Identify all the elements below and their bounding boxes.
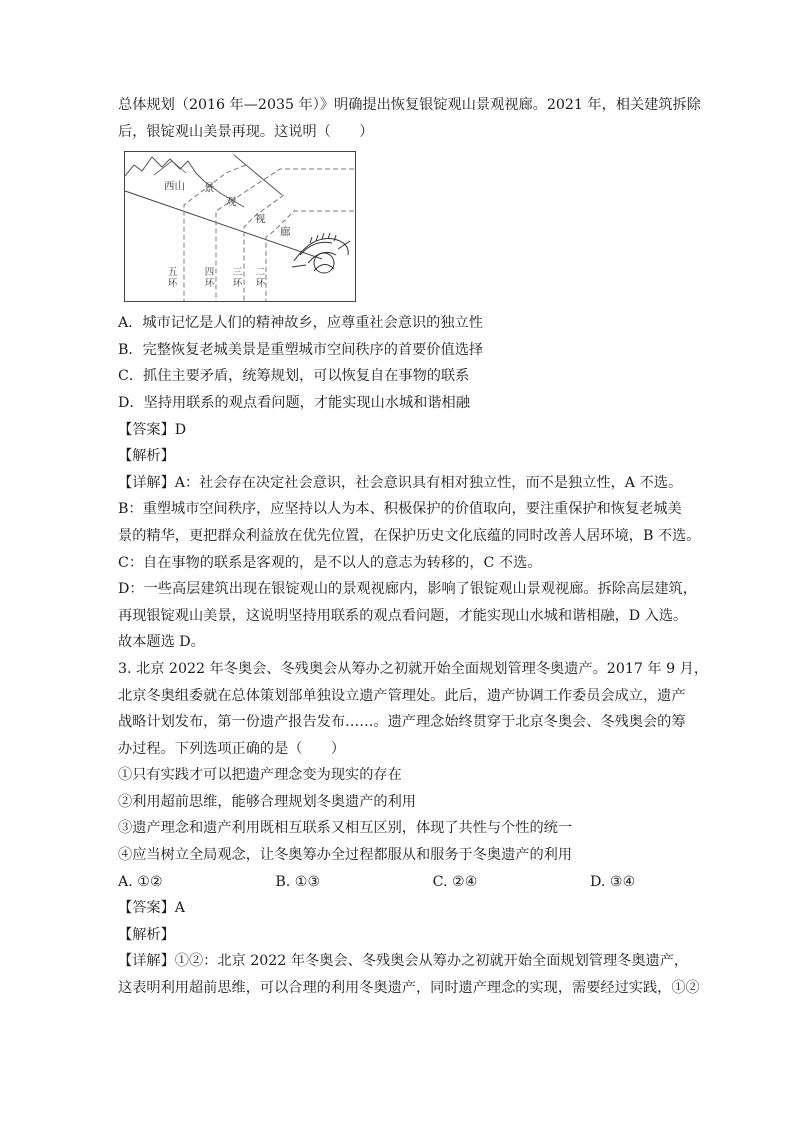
q2-analysis-title: 【解析】 [118,448,175,465]
q3-analysis-title: 【解析】 [118,926,175,943]
ring-5-char-1: 五 [167,267,178,279]
q2-option-c: C．抓住主要矛盾，统筹规划，可以恢复自在事物的联系 [118,368,470,385]
q2-stem-line-2: 后，银锭观山美景再现。这说明（ ） [118,123,374,140]
q3-choice-a: A. ①② [118,873,163,890]
q2-answer: 【答案】D [118,421,187,438]
q2-detail-line-5: D：一些高层建筑出现在银锭观山的景观视廊内，影响了银锭观山景观视廊。拆除高层建筑， [118,581,697,598]
label-xishan: 西山 [164,180,185,193]
q2-detail-line-3: 景的精华，更把群众利益放在优先位置，在保护历史文化底蕴的同时改善人居环境，B 不选。 [118,527,701,544]
ring-5-char-2: 环 [167,278,178,290]
q2-detail-line-1: 【详解】A：社会存在决定社会意识，社会意识具有相对独立性，而不是独立性，A 不选。 [118,474,683,491]
q2-stem-line-1: 总体规划（2016 年—2035 年）》明确提出恢复银锭观山景观视廊。2021 年，相关建筑拆除 [118,97,701,113]
q3-detail-line-2: 这表明利用超前思维，可以合理的利用冬奥遗产，同时遗产理念的实现，需要经过实践，①② [118,980,700,997]
ring-label-3 [232,267,243,289]
q2-detail-line-7: 故本题选 D。 [118,634,205,651]
q2-option-b: B．完整恢复老城美景是重塑城市空间秩序的首要价值选择 [118,341,484,358]
q3-stem-line-1: 3. 北京 2022 年冬奥会、冬残奥会从筹办之初就开始全面规划管理冬奥遗产。2017 年 9 月， [118,660,709,677]
q3-choices [118,869,680,896]
q2-detail-line-4: C：自在事物的联系是客观的，是不以人的意志为转移的，C 不选。 [118,554,542,571]
ring-label-4 [204,267,215,289]
ring-4-char-2: 环 [204,278,215,290]
ring-2-char-1: 二 [255,267,266,279]
ring-label-2 [255,267,266,289]
q3-statement-3: ③遗产理念和遗产利用既相互联系又相互区别，体现了共性与个性的统一 [118,820,573,837]
q3-stem-line-2: 北京冬奥组委就在总体策划部单独设立遗产管理处。此后，遗产协调工作委员会成立，遗产 [118,687,686,704]
q3-stem-line-4: 办过程。下列选项正确的是（ ） [118,740,346,757]
q2-detail-line-2: B：重塑城市空间秩序，应坚持以人为本、积极保护的价值取向，要注重保护和恢复老城美 [118,501,682,518]
label-guan: 观 [226,196,237,209]
q3-detail-line-1: 【详解】①②：北京 2022 年冬奥会、冬残奥会从筹办之初就开始全面规划管理冬奥遗产， [118,953,689,970]
q2-detail-line-6: 再现银锭观山美景，这说明坚持用联系的观点看问题，才能实现山水城和谐相融，D 入选。 [118,607,688,624]
ring-3-char-2: 环 [232,278,243,290]
q2-option-d: D．坚持用联系的观点看问题，才能实现山水城和谐相融 [118,394,470,411]
label-jing: 景 [204,182,215,195]
q2-option-a: A．城市记忆是人们的精神故乡，应尊重社会意识的独立性 [118,315,483,332]
q3-statement-4: ④应当树立全局观念，让冬奥筹办全过程都服从和服务于冬奥遗产的利用 [118,847,573,864]
ring-label-5 [167,267,178,289]
q3-answer: 【答案】A [118,900,185,917]
label-lang: 廊 [280,226,291,239]
q3-stem-line-3: 战略计划发布，第一份遗产报告发布……。遗产理念始终贯穿于北京冬奥会、冬残奥会的筹 [118,714,686,731]
q3-statement-1: ①只有实践才可以把遗产理念变为现实的存在 [118,767,402,784]
ring-3-char-1: 三 [232,267,243,279]
q3-choice-b: B. ①③ [275,873,321,890]
q3-statement-2: ②利用超前思维，能够合理规划冬奥遗产的利用 [118,793,416,810]
label-shi: 视 [255,213,266,226]
q2-figure-landscape-corridor [124,151,356,302]
q3-choice-d: D. ③④ [589,873,636,890]
ring-2-char-2: 环 [255,278,266,290]
document-page [118,92,709,1002]
q3-choice-c: C. ②④ [432,873,478,890]
ring-4-char-1: 四 [204,267,215,279]
